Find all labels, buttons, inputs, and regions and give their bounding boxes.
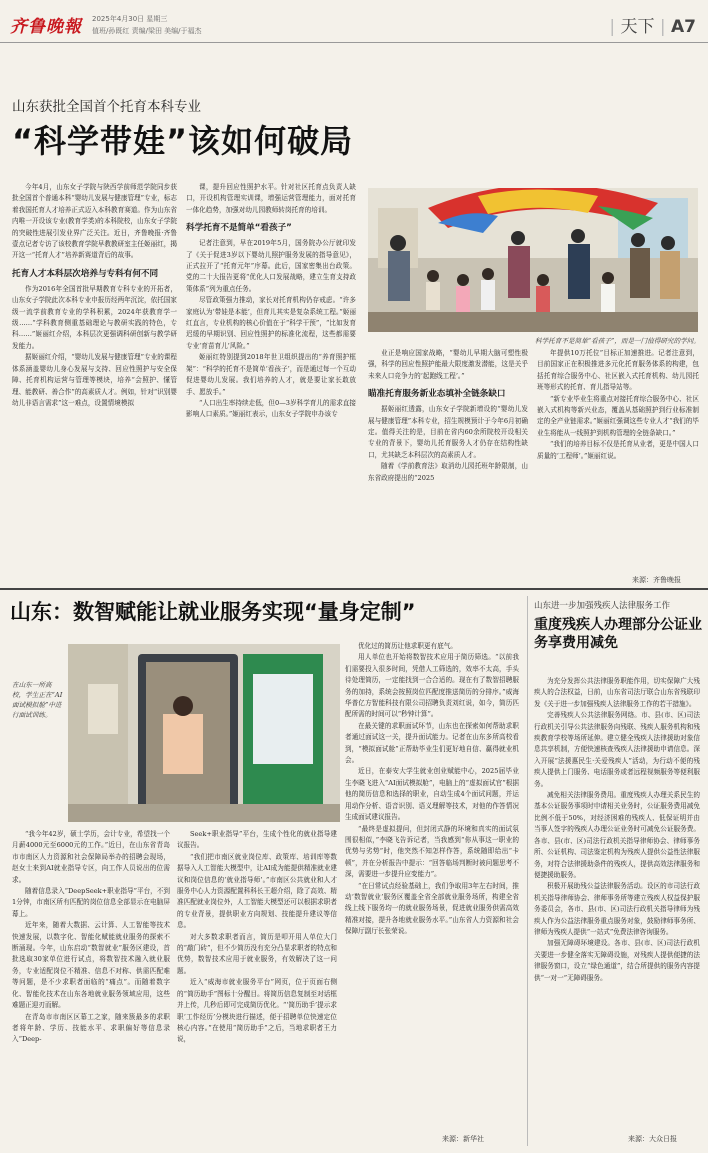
header-rule — [0, 42, 708, 43]
paragraph: 近日，在泰安大学生就业创业赋能中心，2025届毕业生李晓飞进入“AI面试模拟舱”，电脑上的“虚拟面试官”根据他的简历信息和选择的职业，自动生成4个面试问题，并运用动作分析、语音识别、语义理解等技术，对他的作答情况生成面试建议报告。 — [345, 767, 519, 822]
paragraph: 近入“威海市就业服务平台”网页，位于页面右侧的“简历助手”图标十分醒目。将简历信息复制至对话框并上传，几秒后即可完成简历优化。“‘简历助手’提示求职‘工作经历’分模块进行描述，便于招聘单位快速定位核心内容。”在使用“简历助手”之后，当地求职者王力说， — [177, 978, 337, 1044]
subhead: 托育人才本科层次培养与专科有何不同 — [12, 268, 159, 279]
paragraph: 尽管政策强力推动，家长对托育机构仍存戒虑。“许多家庭认为‘带娃是本能’，但育儿其实是复杂系统工程。”姬丽红直言，专业机构的核心价值在于“科学干预”，“比如发育迟缓的早期识别、回应性照护的标准化流程，这些都需要专业‘育苗育儿’风险。” — [186, 296, 356, 350]
paragraph: 加强无障碍环境建设。各市、县(市、区)司法行政机关要进一步健全落实无障碍设施，对残疾人提供便捷的法律服务窗口，设立“绿色通道”，结合所提供的服务内容提供“一对一”无障碍服务。 — [534, 939, 700, 982]
story1-photo-caption: 科学托育不是简单“看孩子”，而是一门值得研究的学问。 — [535, 337, 700, 345]
story2-column-3 — [345, 641, 519, 1127]
subhead: 科学托育不是简单“看孩子” — [186, 223, 292, 234]
paragraph: 作为2016年全国首批早期教育专科专业的开拓者，山东女子学院此次本科专业申报历经两年沉淀，依托国家级一流学前教育专业的学科积累，2024年获教育学一级……“学科教育侧重基础理论与教研实践的特色，专科……”姬丽红介绍，本科层次更强调科研创新与教学研发能力。 — [12, 284, 177, 350]
paragraph: “最终是虚拟提问，但封闭式静的环境和真实的面试氛围很相似，”李晓飞告诉记者，当我感到“你从事这一职业的优势与劣势”时，他突然不知怎样作答，系统随即给出“卡顿”，并在分析报告中提示：“回答临场判断时被问题思考不深，需要进一步提升应变能力”。 — [345, 824, 519, 879]
story2-source: 来源：新华社 — [442, 1135, 484, 1143]
story2-column-2 — [177, 829, 337, 1147]
paragraph: 优化过的简历让他求职更有底气。 — [358, 642, 457, 650]
editor-credits: 值班/孙既红 责编/梁田 美编/于福杰 — [92, 27, 202, 35]
paragraph: 年提供10万托位”目标正加速推进。记者注意到，目前国家正在积极推进多元化托育服务体系的构建，包括托育综合服务中心、社区嵌入式托育机构、幼儿园托班等形式的托育、育儿指导站等。 — [537, 349, 699, 392]
story2-photo-caption: 在山东一所高校，学生正在“AI面试模拟舱”中进行面试训练。 — [12, 681, 63, 719]
paragraph: 记者注意到，早在2019年5月，国务院办公厅就印发了《关于促进3岁以下婴幼儿照护服务发展的指导意见》，正式拉开了“托育元年”序幕。此后，国家密集出台政策。党的二十大报告更将“优化人口发展战略，建立生育支持政策体系”列为重点任务。 — [186, 239, 356, 293]
paragraph: “在日常试点经验基础上，我们争取用3年左右时间，推动‘数智就业’服务区覆盖全省全部就业服务场所，构建全省线上线下服务均一的就业服务场景，促进就业服务供需高效精准对接，提升各地就业服务水平。”山东省人力资源和社会保障厅副厅长张荣说。 — [345, 881, 519, 936]
paragraph: “我今年42岁，硕士学历，会计专业，希望找一个月薪4000元至6000元的工作。”近日，在山东省青岛市市南区人力资源和社会保障局举办的招聘会现场，赵女士来到AI就业指导专区，向工作人员说出的位需求。 — [12, 830, 170, 884]
story1-kicker: 山东获批全国首个托育本科专业 — [12, 99, 201, 115]
section-name: 天下 — [620, 17, 655, 37]
story1-column-2 — [186, 182, 356, 574]
paragraph: 用人单位也开始将数智技术应用于简历筛选。“以前我们需要投入很多时间，凭借人工筛选的，效率不太高，手头待处理简历，一定能找到一合合适的。现在有了数智招聘服务的加持，系统会按照岗位匹配度推送简历的分排序。”威海华普亿方智能科技有限公司招聘负责刘红说，如今，简历匹配所需的时间可以“秒钟计算”。 — [345, 653, 519, 719]
story3-source: 来源：大众日报 — [628, 1135, 677, 1143]
paragraph: 减免相关法律服务费用。重度残疾人办理关系民生的基本公证服务事项时申请相关业务时，公证服务费用减免比例不低于50%，对经济困难的残疾人、低保证明并由当事人签字的残疾人办理公证业务时可减免公证服务费。各市、县(市、区)司法行政机关指导律师协会、律师事务所、公证机构、司法鉴定机构为残疾人提供公益性法律服务，对符合法律援助条件的残疾人，提供高效法律服务和便捷援助服务。 — [534, 791, 700, 879]
paragraph: 为充分发挥公共法律服务职能作用，切实保障广大残疾人的合法权益，日前，山东省司法厅联合山东省残联印发《关于进一步加强残疾人法律服务工作的若干措施》。 — [534, 677, 700, 708]
paragraph: 在最关键的求职面试环节，山东也在探索如何帮助求职者通过面试这一关，提升面试能力。记者在山东多所高校看到，“模拟面试舱”正帮助毕业生们更好地自信、赢得就业机会。 — [345, 721, 519, 765]
section-header: | 天下 | A7 — [609, 17, 696, 37]
story1-title: “科学带娃”该如何破局 — [12, 122, 354, 160]
paragraph: 近年来，随着大数据、云计算、人工智能等技术快速发展，以数字化、智能化赋能就业服务的探索不断涌现。今年，山东启动“数智就业”服务区建设，首批选取30家单位进行试点，将数智技术融入就业服务，专业适配岗位不精准、信息不对称、供需匹配难等问题，是不少求职者面临的“痛点”。而随着数字化、智能化技术在山东各地就业服务领域应用，这些难题正迎刃而解。 — [12, 921, 170, 1010]
subhead: 瞄准托育服务新业态填补全链条缺口 — [368, 389, 506, 400]
story2-title: 山东：数智赋能让就业服务实现“量身定制” — [10, 600, 416, 624]
issue-date: 2025年4月30日 星期三 — [92, 15, 168, 23]
paragraph: 据姬丽红介绍，“婴幼儿发展与健康管理”专业的课程体系涵盖婴幼儿身心发展与支持、回应性照护与安全保障、托育机构运营与管理等模块，培养“会照护、懂管理、能教研、善合作”的高素质人才。例如，针对“识别婴幼儿非语言需求”这一难点，设置情境模拟 — [12, 353, 177, 407]
paragraph: 积极开展助残公益法律服务活动。设区的市司法行政机关指导律师协会、律师事务所等建立残疾人权益保护服务委员会，各市、县(市、区)司法行政机关指导律师为残疾人作为公益法律服务重点服务对象，鼓励律师事务所、律师为残疾人提供“一站式”免费法律咨询服务。 — [534, 882, 700, 936]
page-number: A7 — [671, 17, 696, 37]
story1-column-1 — [12, 182, 177, 574]
paragraph: “人口出生率持续走低，但0—3岁科学育儿的需求直接影响人口素质。”姬丽红表示，山东女子学院申办该专 — [186, 398, 356, 419]
paragraph: 随着《学前教育法》取消幼儿园托班年龄限制，山东省政府提出的“2025 — [368, 462, 528, 482]
story3-title: 重度残疾人办理部分公证业务享费用减免 — [534, 617, 702, 651]
story3-body — [534, 676, 700, 1128]
paragraph: 在青岛市市南区区幕工之家，随来簇最多的求职者将年龄、学历、技能水平、求职偏好等信息录入“Deep- — [12, 1012, 170, 1044]
story1-column-3 — [368, 348, 528, 578]
paragraph: Seek+职业指导”平台，生成个性化的就业指导建议报告。 — [177, 830, 337, 850]
paragraph: 完善残疾人公共法律服务网络。市、县(市、区)司法行政机关引导公共法律服务向残联、残疾人服务机构和残疾教育学校等场所延伸。建立健全残疾人法律援助对象信息共享机制，方便快速核查残疾人法律援助申请信息。深入开展“法援惠民生·关爱残疾人”活动，为行动不便的残疾人提供上门服务、电话服务或者远程视频服务等便利服务。 — [534, 711, 700, 788]
paragraph: 据姬丽红透露，山东女子学院新增设的“婴幼儿发展与健康管理”本科专业，招生规模预计于今年6月初确定。值得关注的是，目前在省内60余所院校开设相关专业的背景下，婴幼儿托育服务人才仍存在结构性缺口，尤其缺乏本科层次的高素质人才。 — [368, 405, 528, 459]
story2-column-1 — [12, 829, 170, 1147]
paragraph: 课，提升回应性照护水平。针对社区托育点负责人缺口，开设机构管理实训课，增强运营管理能力，面对托育一体化趋势，加强对幼儿园教师转岗托育的培训。 — [186, 183, 356, 214]
story3-kicker: 山东进一步加强残疾人法律服务工作 — [534, 601, 671, 611]
story1-source: 来源：齐鲁晚报 — [632, 576, 681, 584]
story1-column-4 — [537, 348, 699, 566]
paragraph: 今年4月，山东女子学院与陕西学前师范学院同步获批全国首个普通本科“婴幼儿发展与健康管理”专业，标志着我国托育人才培养正式迈入本科教育赛道。作为山东省内唯一开设该专业(教育学类)的本科院校，山东女子学院的突破性进展引发业界广泛关注。近日，齐鲁晚报·齐鲁壹点记者专访了该校教育学院早教教研室主任姬丽红，揭开这一“托育人才”培养新赛道背后的故事。 — [12, 183, 177, 260]
story-divider — [0, 588, 708, 590]
paragraph: “新专业毕业生将重点对接托育综合服务中心、社区嵌入式机构等新兴业态，覆盖从基础照护到行业标准制定的全产业链需求。”姬丽红强调这些专业人才“我们的毕业生将能从一线照护到机构管理的全链条缺口。” — [537, 394, 699, 437]
paragraph: 对大多数求职者而言，简历是叩开用人单位大门的“敲门砖”，但不少简历没有充分凸显求职者的特点和优势，数智技术应用于就业服务，有效解决了这一问题。 — [177, 932, 337, 975]
paragraph: 姬丽红特别提到2018年世卫组织提出的“养育照护框架”：“科学的托育不是简单‘看孩子’，而是通过每一个互动促进婴幼儿发展。我们培养的人才，就是要让家长敢放手、愿放手。” — [186, 353, 356, 396]
paragraph: “我们的培养目标不仅是托育从业者，更是中国人口质量的‘工程师’。”姬丽红说。 — [537, 440, 699, 460]
paragraph: 随着信息录入“DeepSeek+职业指导”平台，不到1分钟，市南区所有匹配的岗位信息全部显示在电脑屏幕上。 — [12, 887, 170, 918]
column-divider — [527, 596, 528, 1146]
story2-photo — [68, 644, 340, 822]
newspaper-logo: 齐鲁晚報 — [10, 17, 82, 37]
paragraph: 业正是响应国家战略，“婴幼儿早期大脑可塑性极强，科学的回应性照护能最大限度激发潜能，这是关乎未来人口竞争力的‘起跑线工程’。” — [368, 349, 528, 380]
story1-photo — [368, 188, 698, 332]
paragraph: “我们把市南区就业岗位库、政策库、培训库等数据导入人工智能大模型中，让AI成为能提供精准就业建议和岗位信息的‘就业指导师’。”市南区公共就业和人才服务中心人力资源配置科科长王超介绍，除了高效、精准匹配就业岗位外，人工智能大模型还可以根据求职者的专业背景，提供职业方向规划、技能提升建议等信息。 — [177, 852, 337, 930]
